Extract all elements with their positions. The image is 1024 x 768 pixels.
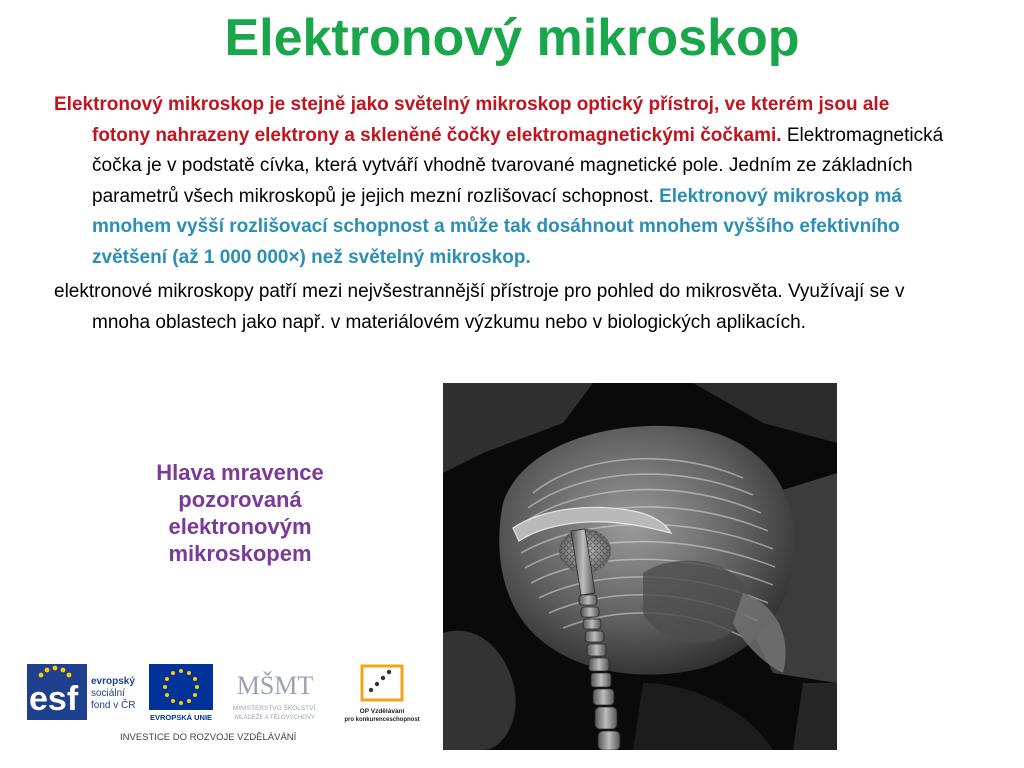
slide-title: Elektronový mikroskop [224,9,800,67]
esf-text-line-2: sociální [91,688,125,699]
msmt-abbr: MŠMT [236,671,314,700]
esf-logo [27,664,135,720]
eu-flag-logo [149,664,213,722]
content-bullets [54,90,944,342]
esf-text-line-1: evropský [91,676,135,687]
paragraph-1-black-text: Elektromagnetická čočka je v podstatě cívka, která vytváří vhodně tvarované magnetické pole. Jedním ze základních parametrů všech mikroskopů je jejich mezní rozlišovací schopnost. [92,124,944,207]
op-vk-logo [344,666,419,723]
logo-strip [25,658,435,748]
image-caption: Hlava mravence pozorovaná elektronovým mikroskopem [156,460,324,566]
msmt-logo [233,671,317,721]
esf-text-line-3: fond v ČR [91,700,136,711]
msmt-line-2: MLÁDEŽE A TĚLOVÝCHOVY [235,715,315,721]
paragraph-1-teal-text: Elektronový mikroskop má mnohem vyšší rozlišovací schopnost a může tak dosáhnout mnohem vyššího efektivního zvětšení (až 1 000 000×) než světelný mikroskop. [92,185,902,268]
op-line-1: OP Vzdělávání [359,708,405,715]
esf-big-text: esf [29,680,79,718]
paragraph-1-red-text: Elektronový mikroskop je stejně jako světelný mikroskop optický přístroj, ve kterém jsou ale fotony nahrazeny elektrony a skleněné čočky elektromagnetickými čočkami. [54,94,890,146]
eu-label: EVROPSKÁ UNIE [149,713,213,722]
paragraph-2: elektronové mikroskopy patří mezi nejvšestrannější přístroje pro pohled do mikrosvěta. Využívají se v mnoha oblastech jako např. v materiálovém výzkumu nebo v biologických aplikacích. [54,281,905,333]
msmt-line-1: MINISTERSTVO ŠKOLSTVÍ, [232,705,318,712]
paragraph-1 [54,90,944,273]
ant-head-sem-image [443,383,837,750]
logo-footer-text: INVESTICE DO ROZVOJE VZDĚLÁVÁNÍ [120,732,297,743]
op-line-2: pro konkurenceschopnost [344,717,420,723]
